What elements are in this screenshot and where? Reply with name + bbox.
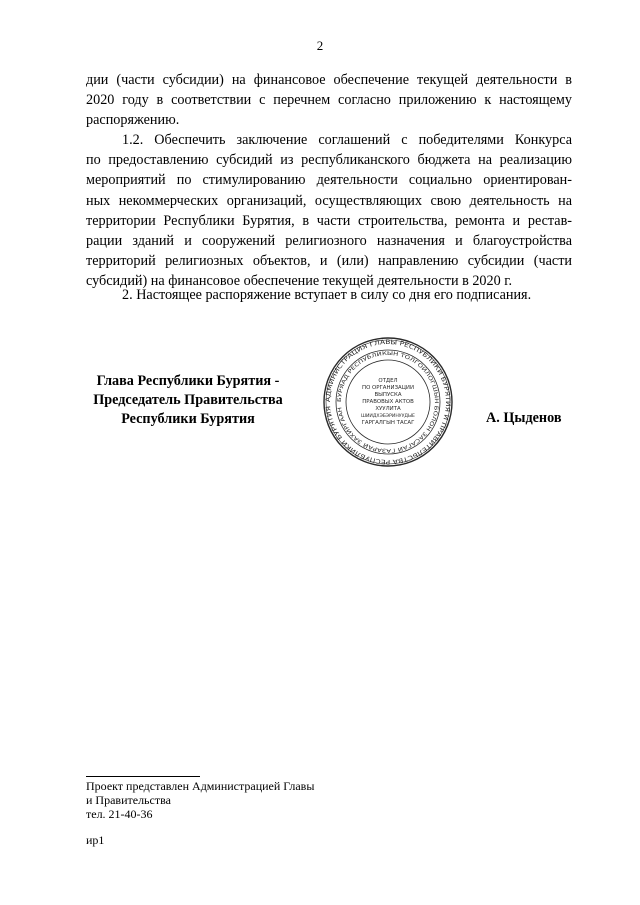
text-line: ных некоммерческих организаций, осуществляющих свою деятельность на — [86, 192, 572, 209]
paragraph-2 — [86, 285, 572, 305]
seal-center-text: ВЫПУСКА — [374, 392, 402, 398]
text-line: мероприятий по стимулированию деятельности социально ориентирован- — [86, 172, 572, 189]
document-code: ир1 — [86, 833, 105, 847]
text-line: территории Республики Бурятия, в части строительства, ремонта и рестав- — [86, 212, 572, 229]
seal-center-text: ПО ОРГАНИЗАЦИИ — [362, 385, 414, 391]
seal-outer-text: АДМИНИСТРАЦИЯ ГЛАВЫ РЕСПУБЛИКИ БУРЯТИЯ И ПРАВИТЕЛЬСТВА РЕСПУБЛИКИ БУРЯТИЯ — [324, 338, 452, 466]
seal-center-text: ПРАВОВЫХ АКТОВ — [362, 399, 414, 405]
paragraph-continuation — [86, 70, 572, 131]
text-line: по предоставлению субсидий из республиканского бюджета на реализацию — [86, 152, 572, 169]
text-line: распоряжению. — [86, 112, 180, 129]
footer-line: Проект представлен Администрацией Главы — [86, 779, 315, 793]
footer-divider — [86, 776, 200, 777]
seal-center-text: ШИИДХЭБЭРИНУУДЫЕ — [361, 414, 415, 419]
seal-center-text: ХУУЛИТА — [375, 406, 401, 412]
signatory-name: А. Цыденов — [486, 410, 562, 426]
seal-center-text: ОТДЕЛ — [378, 378, 398, 384]
text-line: территорий религиозных объектов, и (или) направлению субсидии (части — [86, 253, 572, 270]
paragraph-1-2 — [86, 130, 572, 292]
text-line: 2. Настоящее распоряжение вступает в силу со дня его подписания. — [122, 287, 532, 303]
official-seal — [322, 336, 454, 468]
text-line: 1.2. Обеспечить заключение соглашений с победителями Конкурса — [122, 132, 572, 148]
signatory-title-line: Глава Республики Бурятия - — [96, 373, 280, 389]
signatory-title-line: Председатель Правительства — [93, 392, 283, 408]
text-line: дии (части субсидии) на финансовое обеспечение текущей деятельности в — [86, 72, 572, 88]
footer-line: тел. 21-40-36 — [86, 807, 153, 821]
signatory-title-line: Республики Бурятия — [121, 411, 255, 427]
text-line: субсидий) на финансовое обеспечение текущей деятельности в 2020 г. — [86, 273, 513, 290]
signatory-title — [70, 372, 306, 429]
seal-center-text: ГАРГАЛГЫН ТАСАГ — [361, 420, 415, 426]
text-line: рации зданий и сооружений религиозного назначения и благоустройства — [86, 232, 572, 249]
seal-inner-text: БУРЯАД РЕСПУБЛИКЫН ТОЛГОЙЛОГШЫН БОЛОН ЗАСАГАЙ ГАЗАРАЙ ЗАХИРГААН — [336, 350, 440, 454]
footer-line: и Правительства — [86, 793, 171, 807]
page-number: 2 — [316, 38, 324, 53]
footer-note — [86, 779, 314, 821]
text-line: 2020 году в соответствии с перечнем согласно приложению к настоящему — [86, 92, 572, 109]
